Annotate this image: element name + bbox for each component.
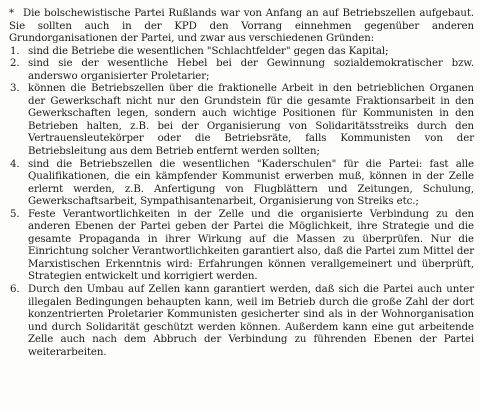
list-item xyxy=(9,58,474,83)
list-item xyxy=(9,159,474,209)
reasons-list xyxy=(9,46,474,360)
list-item-number: 5. xyxy=(10,208,20,220)
list-item-text: sind die Betriebe die wesentlichen "Schlachtfelder" gegen das Kapital; xyxy=(28,45,389,57)
list-item-number: 3. xyxy=(10,83,20,95)
list-item-text: sind sie der wesentliche Hebel bei der Gewinnung sozialdemokratischer bzw. anderswo organisierter Proletarier; xyxy=(28,58,474,82)
list-item xyxy=(9,83,474,158)
list-item-number: 6. xyxy=(10,284,20,296)
list-item-text: können die Betriebszellen über die fraktionelle Arbeit in den betrieblichen Organen der Gewerkschaft nicht nur den Grundstein für die gesamte Fraktionsarbeit in den Gewerkschaften legen, sondern auch wichtige Positionen für Kommunisten in den Betrieben halten, z.B. bei der Organisierung von Solidaritätsstreiks durch den Vertrauensleutekörper oder die Betriebsräte, falls Kommunisten von der Betriebsleitung aus dem Betrieb entfernt werden sollten; xyxy=(28,83,474,158)
list-item xyxy=(9,46,474,59)
list-item-text: Feste Verantwortlichkeiten in der Zelle und die organisierte Verbindung zu den anderen Ebenen der Partei geben der Partei die Möglichkeit, ihre Strategie und die gesamte Propaganda in ihrer Wirkung auf die Massen zu überprüfen. Nur die Einrichtung solcher Verantwortlichkeiten garantiert also, daß die Partei zum Mittel der Marxistischen Erkenntnis wird: Erfahrungen können verallgemeinert und überprüft, Strategien entwickelt und korrigiert werden. xyxy=(28,208,474,283)
list-item xyxy=(9,209,474,284)
list-item-number: 4. xyxy=(10,158,20,170)
list-item-text: Durch den Umbau auf Zellen kann garantiert werden, daß sich die Partei auch unter illegalen Bedingungen behaupten kann, weil im Betrieb durch die große Zahl der dort konzentrierten Proletarier Kommunisten gesicherter sind als in der Wohnorganisation und durch Solidarität geschützt werden können. Außerdem kann eine gut arbeitende Zelle auch nach dem Abbruch der Verbindung zu führenden Ebenen der Partei weiterarbeiten. xyxy=(28,284,474,358)
list-item-text: sind die Betriebszellen die wesentlichen "Kaderschulen" für die Partei: fast alle Qualifikationen, die ein kämpfender Kommunist erwerben muß, können in der Zelle erlernt werden, z.B. Anfertigung von Flugblättern und Zeitungen, Schulung, Gewerkschaftsarbeit, Sympathisantenarbeit, Organisierung von Streiks etc.; xyxy=(28,158,474,208)
list-item xyxy=(9,284,474,359)
list-item-number: 2. xyxy=(10,58,20,70)
footnote-marker: * xyxy=(9,8,15,19)
list-item-number: 1. xyxy=(10,45,20,57)
intro-text: Die bolschewistische Partei Rußlands war von Anfang an auf Betriebszellen aufgebaut. Sie sollten auch in der KPD den Vorrang einnehmen gegenüber anderen Grundorganisationen der Partei, und zwar aus verschiedenen Gründen: xyxy=(9,8,474,45)
intro-paragraph xyxy=(9,8,474,46)
